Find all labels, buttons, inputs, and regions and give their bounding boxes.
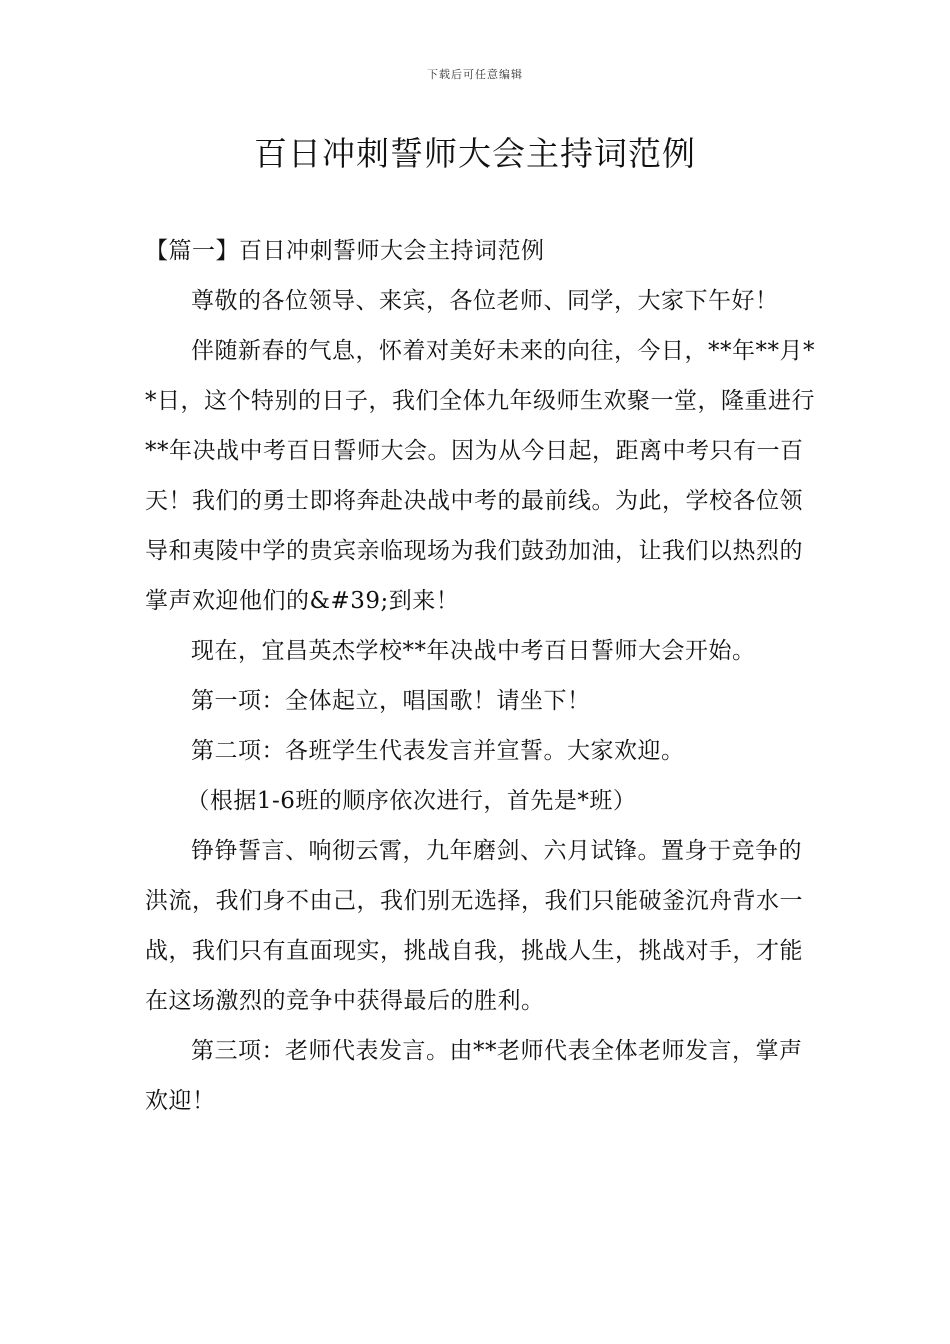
paragraph-item-three: 第三项：老师代表发言。由**老师代表全体老师发言，掌声欢迎！ xyxy=(145,1038,803,1114)
document-body xyxy=(145,226,825,1126)
paragraph-item-two: 第二项：各班学生代表发言并宣誓。大家欢迎。 xyxy=(191,738,685,764)
header-note: 下载后可任意编辑 xyxy=(427,68,523,81)
paragraph-note: （根据1-6班的顺序依次进行，首先是*班） xyxy=(186,788,637,814)
section-heading: 【篇一】百日冲刺誓师大会主持词范例 xyxy=(145,238,545,264)
paragraph-start: 现在，宜昌英杰学校**年决战中考百日誓师大会开始。 xyxy=(191,638,756,664)
paragraph-oath: 铮铮誓言、响彻云霄，九年磨剑、六月试锋。置身于竞争的洪流，我们身不由己，我们别无选择，我们只能破釜沉舟背水一战，我们只有直面现实，挑战自我，挑战人生，挑战对手，才能在这场激烈的竞争中获得最后的胜利。 xyxy=(145,838,803,1014)
paragraph-greeting: 尊敬的各位领导、来宾，各位老师、同学，大家下午好！ xyxy=(191,288,779,314)
page-title: 百日冲刺誓师大会主持词范例 xyxy=(254,134,696,173)
paragraph-opening: 伴随新春的气息，怀着对美好未来的向往，今日，**年**月**日，这个特别的日子，我们全体九年级师生欢聚一堂，隆重进行**年决战中考百日誓师大会。因为从今日起，距离中考只有一百天！我们的勇士即将奔赴决战中考的最前线。为此，学校各位领导和夷陵中学的贵宾亲临现场为我们鼓劲加油，让我们以热烈的掌声欢迎他们的&#39;到来！ xyxy=(145,338,815,614)
paragraph-item-one: 第一项：全体起立，唱国歌！请坐下！ xyxy=(191,688,591,714)
